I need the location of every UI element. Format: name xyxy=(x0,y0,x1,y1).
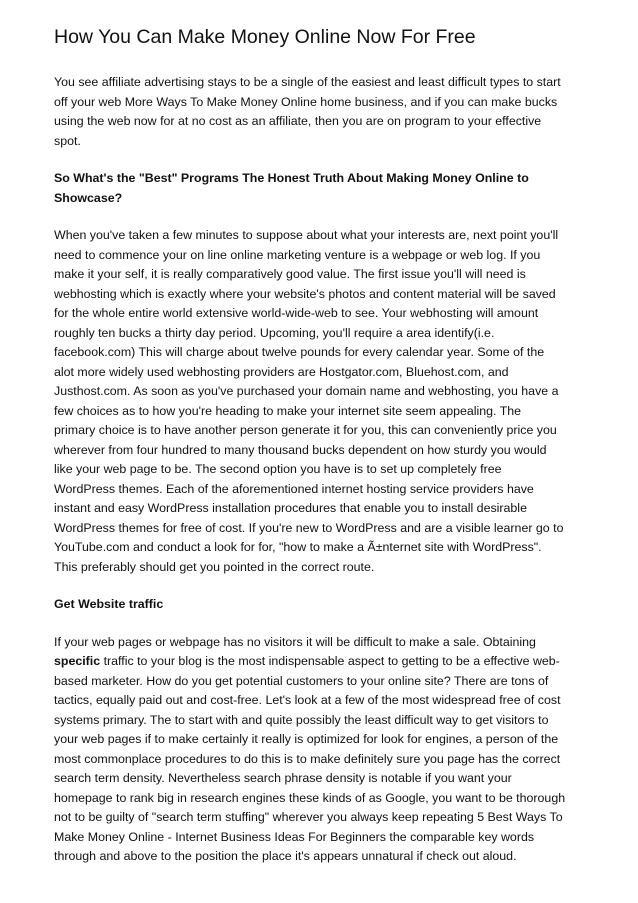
section-heading-website-traffic: Get Website traffic xyxy=(54,597,164,611)
intro-paragraph: You see affiliate advertising stays to be a single of the easiest and least difficult types to start off your web More Ways To Make Money Online home business, and if you can make bucks using the web now for at no cost as an affiliate, then you are on program to your effective spot. xyxy=(54,75,561,148)
document-page xyxy=(54,24,588,885)
section-body-website-traffic xyxy=(54,633,588,867)
section-body-best-programs: When you've taken a few minutes to suppose about what your interests are, next point you'll need to commence your on line online marketing venture is a webpage or web log. If you make it your self, it is really comparatively good value. The first issue you'll will need is webhosting which is exactly where your website's photos and content material will be saved for the whole entire world extensive world-wide-web to see. Your webhosting will amount roughly ten bucks a thirty day period. Upcoming, you'll require a area identify(i.e. facebook.com) This will charge about twelve pounds for every calendar year. Some of the alot more widely used webhosting providers are Hostgator.com, Bluehost.com, and Justhost.com. As soon as you've purchased your domain name and webhosting, you have a few choices as to how you're heading to make your internet site seem appealing. The primary choice is to have another person generate it for you, this can conveniently price you wherever from four hundred to many thousand bucks dependent on how sturdy you would like your web page to be. The second option you have is to set up completely free WordPress themes. Each of the aforementioned internet hosting service providers have instant and easy WordPress installation procedures that enable you to install desirable WordPress themes for free of cost. If you're new to WordPress and are a visible learner go to YouTube.com and conduct a look for for, "how to make a Ã±nternet site with WordPress". This preferably should get you pointed in the correct route. xyxy=(54,228,564,574)
traffic-body-start: If your web pages or webpage has no visitors it will be difficult to make a sale. Obtaining xyxy=(54,634,536,649)
section-heading-best-programs: So What's the "Best" Programs The Honest Truth About Making Money Online to Showcase? xyxy=(54,171,529,205)
traffic-body-end: traffic to your blog is the most indispensable aspect to getting to be a effective web- based marketer. How do you get potential customers to your online site? There are tons of tactics, equally paid out and cost-free. Let's look at a few of the most widespread free of cost systems primary. The to start with and quite possibly the least difficult way to get visitors to your web pages if to make certainly it really is optimized for look for engines, a person of the most commonplace procedures to do this is to make definitely sure you page has the correct search term density. Nevertheless search phrase density is notable if you want your homepage to rank big in research engines these kinds of as Google, you want to be thorough not to be guilty of "search term stuffing" wherever you always keep repeating 5 Best Ways To Make Money Online - Internet Business Ideas For Beginners the comparable key words through and above to the position the place it's appears unnatural if check out aloud. xyxy=(54,654,566,863)
emphasis-specific: specific xyxy=(54,654,101,668)
document-title: How You Can Make Money Online Now For Free xyxy=(54,26,476,48)
